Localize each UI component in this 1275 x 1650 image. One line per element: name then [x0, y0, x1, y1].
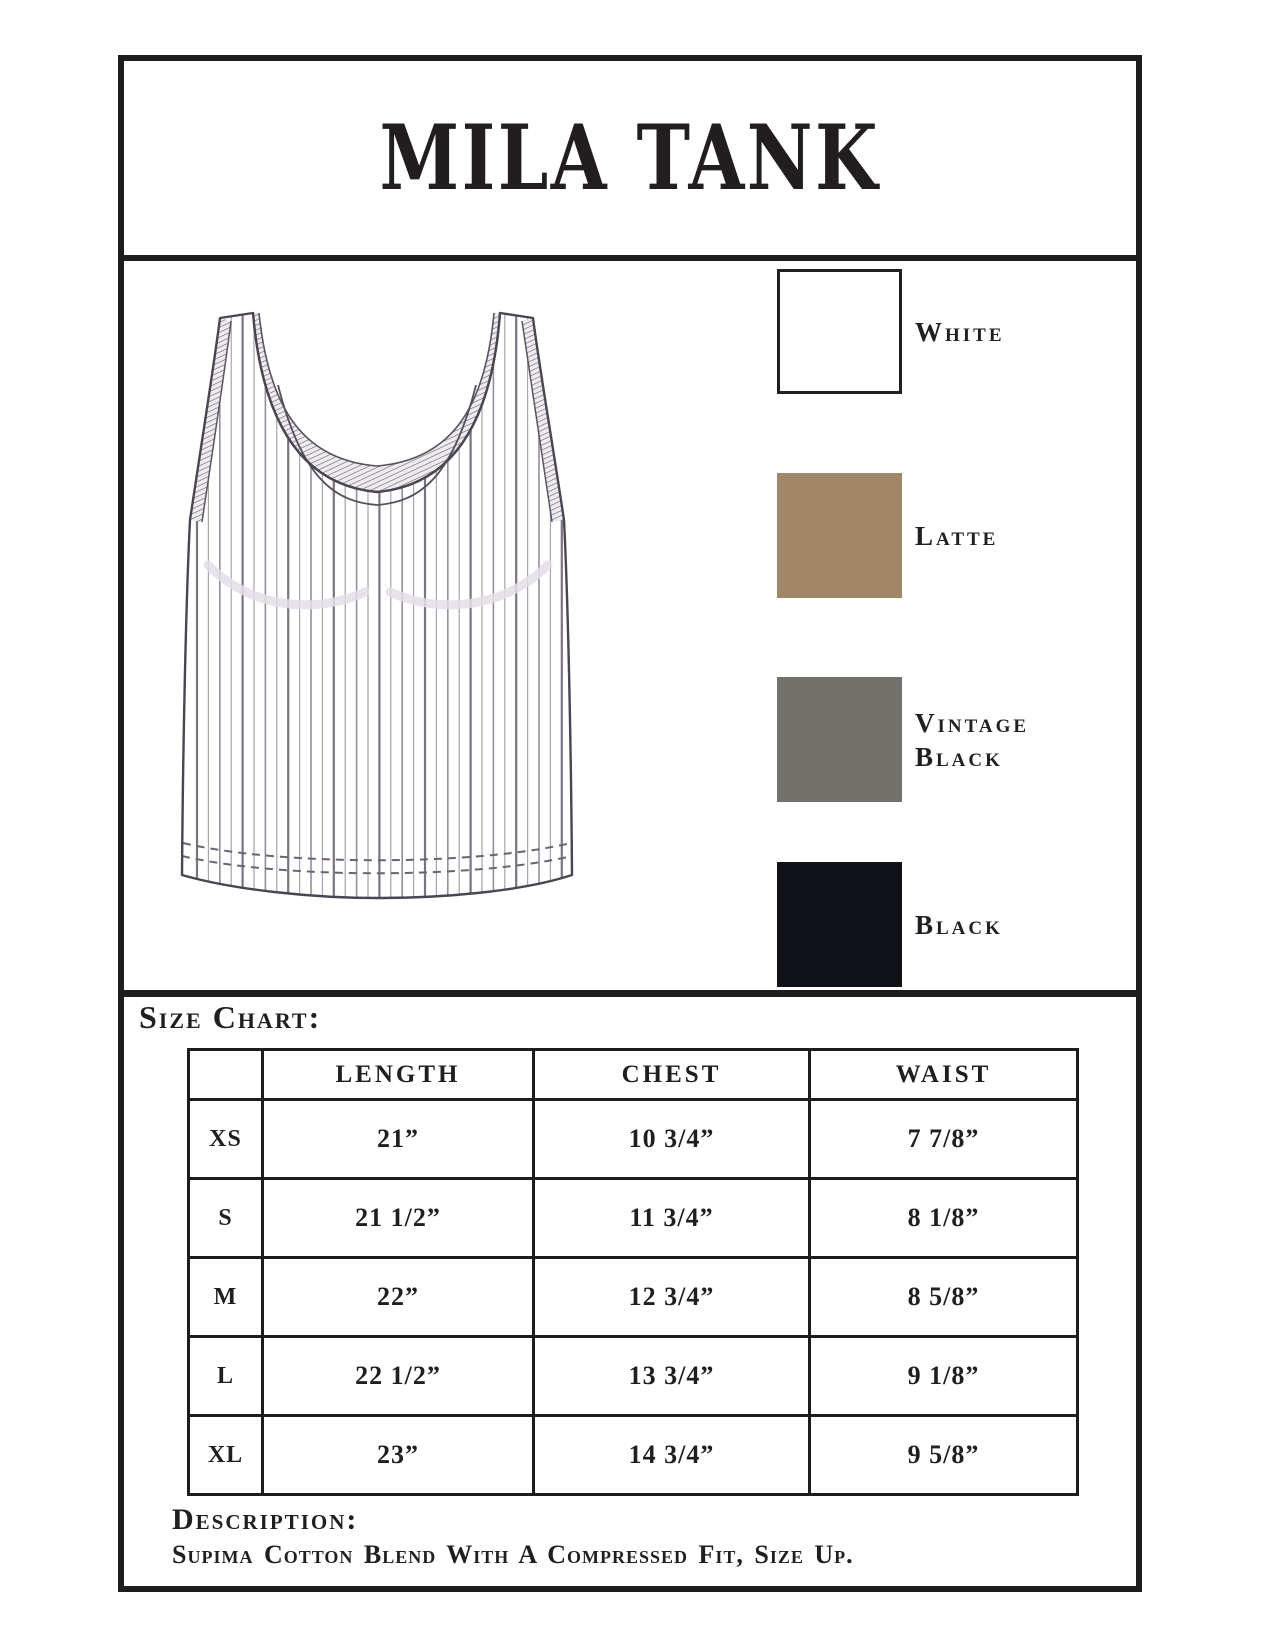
size-label: XL: [189, 1416, 263, 1495]
color-row-vintage-black: [777, 677, 1065, 802]
color-row-latte: [777, 473, 998, 598]
size-chart-header-row: [189, 1050, 1078, 1100]
size-label: M: [189, 1258, 263, 1337]
chest-value: 10 3/4”: [534, 1100, 810, 1179]
description-heading: Description:: [172, 1503, 359, 1536]
length-value: 22”: [263, 1258, 534, 1337]
tank-figure: [150, 270, 620, 910]
chest-value: 11 3/4”: [534, 1179, 810, 1258]
title-divider: [124, 255, 1136, 261]
size-row-m: [189, 1258, 1078, 1337]
chest-value: 13 3/4”: [534, 1337, 810, 1416]
column-header-chest: CHEST: [534, 1050, 810, 1100]
length-value: 22 1/2”: [263, 1337, 534, 1416]
color-swatch-black: [777, 862, 902, 987]
color-swatch-white: [777, 269, 902, 394]
color-label: White: [915, 316, 1005, 347]
section-divider: [124, 990, 1136, 997]
size-chart-heading: Size Chart:: [139, 999, 322, 1035]
description-text: Supima Cotton Blend With A Compressed Fit, Size Up.: [172, 1540, 854, 1569]
column-header-length: LENGTH: [263, 1050, 534, 1100]
color-label: Vintage Black: [915, 707, 1030, 772]
waist-value: 9 5/8”: [810, 1416, 1078, 1495]
size-row-s: [189, 1179, 1078, 1258]
title-section: [124, 61, 1136, 255]
spec-sheet: [118, 55, 1142, 1592]
waist-value: 7 7/8”: [810, 1100, 1078, 1179]
color-row-black: [777, 862, 1003, 987]
size-row-l: [189, 1337, 1078, 1416]
chest-value: 12 3/4”: [534, 1258, 810, 1337]
color-row-white: [777, 269, 1005, 394]
color-label: Latte: [915, 520, 999, 551]
waist-value: 8 1/8”: [810, 1179, 1078, 1258]
color-label: Black: [915, 909, 1003, 940]
length-value: 23”: [263, 1416, 534, 1495]
size-label: XS: [189, 1100, 263, 1179]
color-swatch-vintage-black: [777, 677, 902, 802]
waist-value: 9 1/8”: [810, 1337, 1078, 1416]
size-chart-table: [187, 1048, 1079, 1496]
size-label: L: [189, 1337, 263, 1416]
column-header-waist: WAIST: [810, 1050, 1078, 1100]
tank-illustration: [150, 270, 620, 910]
size-label: S: [189, 1179, 263, 1258]
waist-value: 8 5/8”: [810, 1258, 1078, 1337]
color-swatch-latte: [777, 473, 902, 598]
length-value: 21”: [263, 1100, 534, 1179]
chest-value: 14 3/4”: [534, 1416, 810, 1495]
length-value: 21 1/2”: [263, 1179, 534, 1258]
column-header-size: [189, 1050, 263, 1100]
size-row-xl: [189, 1416, 1078, 1495]
size-row-xs: [189, 1100, 1078, 1179]
page-title: MILA TANK: [379, 105, 881, 211]
tank-body: [182, 313, 572, 898]
